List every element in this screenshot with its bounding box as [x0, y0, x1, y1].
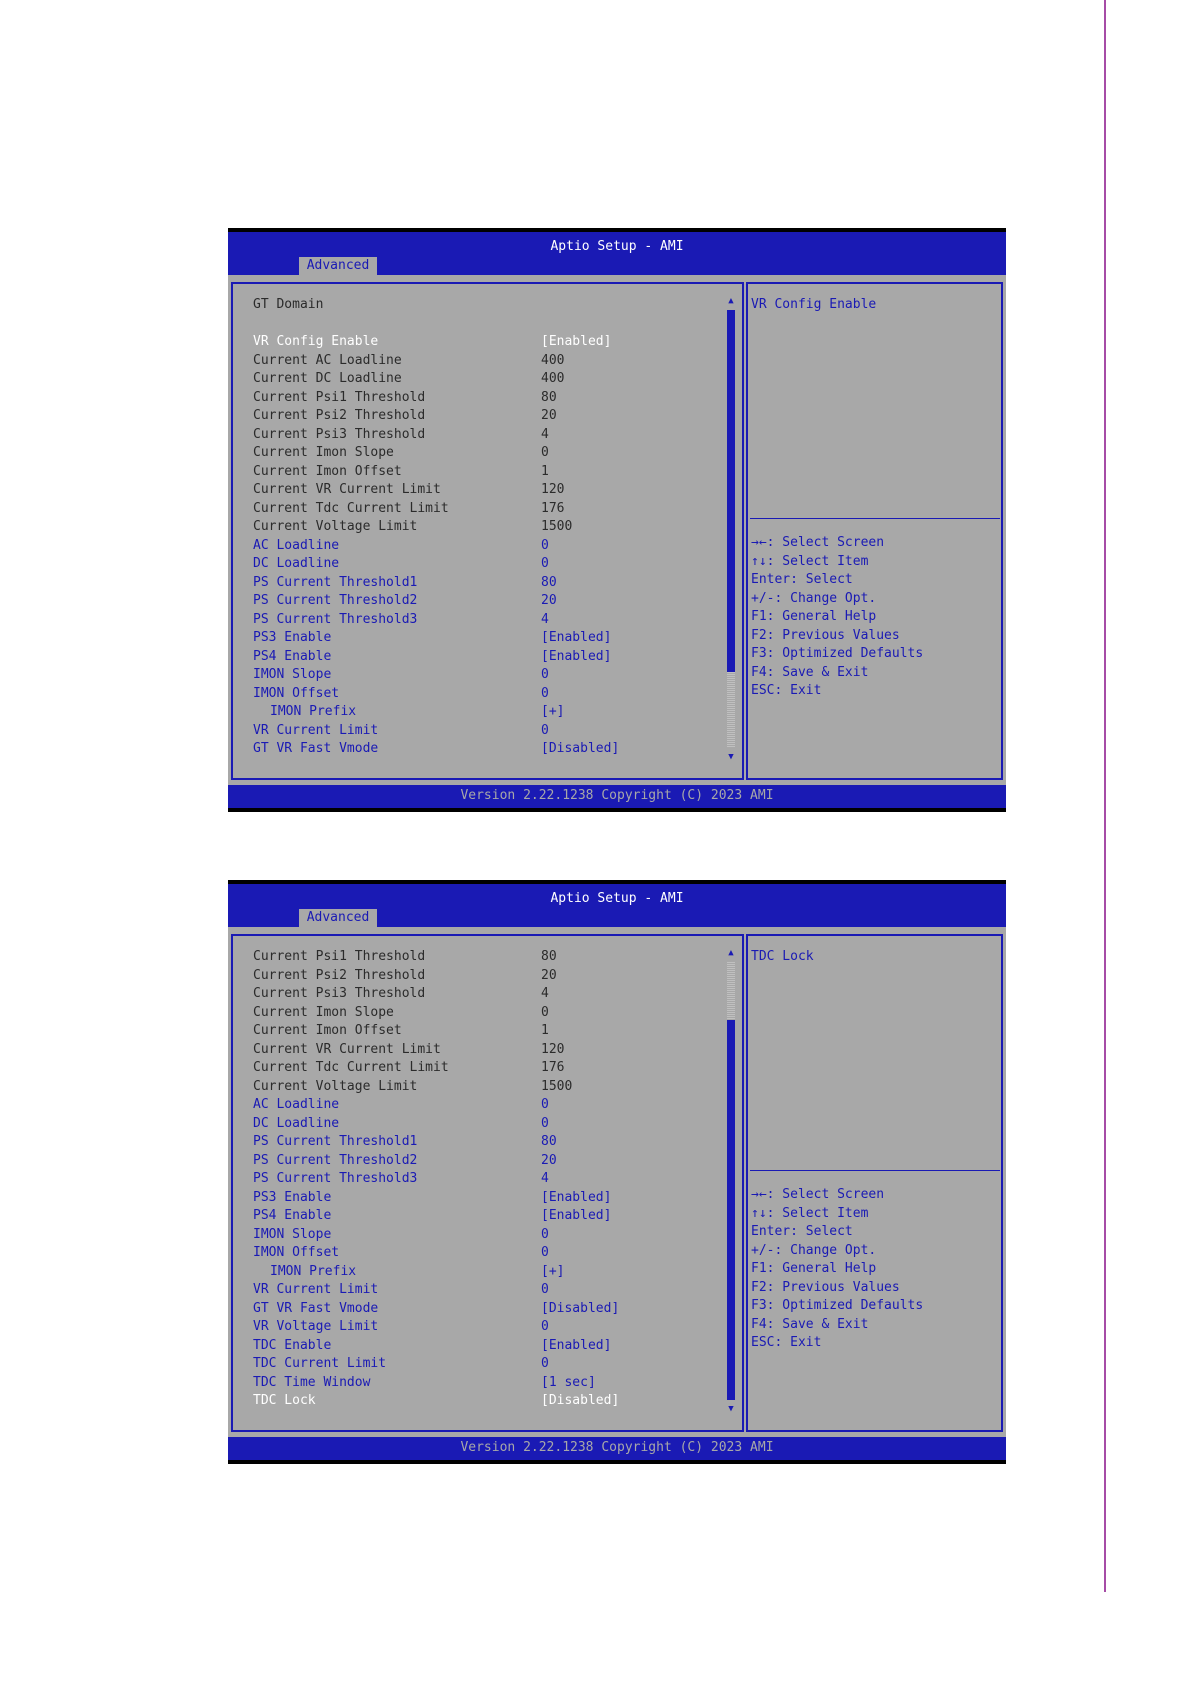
help-text: TDC Lock [751, 949, 814, 964]
setting-label: Current VR Current Limit [253, 1041, 441, 1057]
setting-label: GT Domain [253, 297, 324, 312]
setting-value[interactable]: 80 [541, 574, 557, 590]
setting-value: 1500 [541, 519, 573, 534]
setting-label: PS3 Enable [253, 1189, 332, 1205]
setting-value[interactable]: [Enabled] [541, 1337, 612, 1353]
bios-screen-1 [228, 228, 1006, 812]
key-hint: F2: Previous Values [751, 627, 900, 643]
setting-row[interactable] [253, 722, 723, 741]
setting-row[interactable] [253, 1318, 723, 1337]
setting-value[interactable]: 0 [541, 1115, 549, 1131]
help-divider [750, 1170, 1000, 1171]
scroll-down-icon[interactable]: ▼ [728, 752, 734, 762]
setting-row[interactable] [253, 1152, 723, 1171]
key-hint: F4: Save & Exit [751, 664, 869, 680]
setting-value[interactable]: 0 [541, 1226, 549, 1242]
scroll-up-icon[interactable]: ▲ [728, 296, 734, 306]
setting-row[interactable] [253, 1392, 723, 1411]
setting-label: VR Current Limit [253, 722, 379, 738]
setting-row[interactable] [253, 1355, 723, 1374]
setting-label: VR Voltage Limit [253, 1319, 379, 1334]
setting-value[interactable]: [Enabled] [541, 648, 612, 664]
setting-value[interactable]: [+] [541, 1263, 565, 1279]
page-margin-rule [1104, 0, 1106, 1592]
setting-value[interactable]: 20 [541, 593, 557, 608]
setting-row[interactable] [253, 1170, 723, 1189]
setting-value[interactable]: [Enabled] [541, 1208, 612, 1223]
setting-row[interactable] [253, 1115, 723, 1134]
setting-value[interactable]: 0 [541, 1282, 549, 1297]
setting-value: 80 [541, 389, 557, 405]
setting-row [253, 1041, 723, 1060]
scrollbar[interactable] [727, 948, 735, 1414]
key-legend [751, 1186, 923, 1353]
key-hint: Enter: Select [751, 1224, 853, 1239]
main-area [228, 927, 1006, 1437]
setting-value: 120 [541, 482, 565, 497]
setting-label: TDC Lock [253, 1393, 316, 1408]
setting-value[interactable]: 0 [541, 1097, 549, 1112]
setting-value[interactable]: [+] [541, 704, 565, 719]
setting-value: 176 [541, 500, 565, 516]
setting-label: IMON Slope [253, 1226, 332, 1242]
setting-row[interactable] [253, 685, 723, 704]
help-panel [746, 934, 1003, 1432]
help-panel [746, 282, 1003, 780]
bios-screen-2 [228, 880, 1006, 1464]
setting-label: Current Tdc Current Limit [253, 500, 449, 516]
setting-value[interactable]: [Disabled] [541, 1393, 620, 1408]
settings-list [253, 296, 723, 759]
setting-label: GT VR Fast Vmode [253, 1300, 379, 1316]
setting-row [253, 463, 723, 482]
scroll-thumb[interactable] [727, 1020, 735, 1400]
setting-row [253, 389, 723, 408]
key-hint: ↑↓: Select Item [751, 553, 869, 569]
settings-panel [231, 282, 744, 780]
scroll-up-icon[interactable]: ▲ [728, 948, 734, 958]
key-hint: F2: Previous Values [751, 1279, 900, 1295]
key-hint: ESC: Exit [751, 1335, 822, 1350]
setting-label: Current DC Loadline [253, 371, 402, 386]
setting-label: Current Psi2 Threshold [253, 408, 426, 423]
setting-label: PS4 Enable [253, 648, 332, 664]
setting-label: VR Config Enable [253, 334, 379, 349]
setting-row [253, 407, 723, 426]
setting-value[interactable]: 0 [541, 1245, 549, 1260]
setting-row [253, 352, 723, 371]
setting-label: PS Current Threshold2 [253, 593, 418, 608]
setting-value[interactable]: 0 [541, 667, 549, 682]
setting-value[interactable]: [Enabled] [541, 1189, 612, 1205]
setting-row[interactable] [253, 740, 723, 759]
setting-row[interactable] [253, 1207, 723, 1226]
setting-label: IMON Prefix [270, 1263, 357, 1279]
footer-bar [228, 785, 1006, 808]
setting-label: IMON Offset [253, 685, 340, 701]
setting-label: PS Current Threshold3 [253, 611, 418, 627]
footer-bar [228, 1437, 1006, 1460]
key-hint: F3: Optimized Defaults [751, 1298, 924, 1313]
scrollbar[interactable] [727, 296, 735, 762]
setting-value[interactable]: 0 [541, 1319, 549, 1334]
key-hint: ESC: Exit [751, 683, 822, 698]
setting-label: Current Psi3 Threshold [253, 426, 426, 442]
setting-label: DC Loadline [253, 556, 340, 571]
setting-row[interactable] [253, 1096, 723, 1115]
setting-value[interactable]: 4 [541, 1171, 549, 1186]
setting-label: PS Current Threshold1 [253, 1134, 418, 1149]
setting-row [253, 1004, 723, 1023]
setting-value[interactable]: [Enabled] [541, 334, 612, 349]
setting-row [253, 296, 723, 315]
setting-row [253, 1022, 723, 1041]
setting-label: Current Psi3 Threshold [253, 986, 426, 1001]
setting-label: Current Voltage Limit [253, 519, 418, 534]
key-hint: F1: General Help [751, 609, 877, 624]
setting-label: TDC Time Window [253, 1374, 371, 1390]
title-bar [228, 232, 1006, 275]
settings-list [253, 948, 723, 1411]
setting-row[interactable] [253, 592, 723, 611]
setting-row[interactable] [253, 1244, 723, 1263]
setting-value: 1 [541, 1023, 549, 1038]
version-text: Version 2.22.1238 Copyright (C) 2023 AMI [460, 1440, 774, 1455]
setting-label: Current Psi1 Threshold [253, 949, 426, 964]
setting-value: 400 [541, 352, 565, 368]
setting-label: PS Current Threshold1 [253, 574, 418, 590]
setting-value: 80 [541, 949, 557, 964]
setting-label: DC Loadline [253, 1115, 340, 1131]
setting-value[interactable]: 0 [541, 556, 549, 571]
setting-value[interactable]: [1 sec] [541, 1374, 596, 1390]
setting-row[interactable] [253, 611, 723, 630]
setting-row[interactable] [253, 1374, 723, 1393]
help-divider [750, 518, 1000, 519]
setting-row[interactable] [253, 1226, 723, 1245]
setting-value: 4 [541, 986, 549, 1001]
settings-panel [231, 934, 744, 1432]
setting-row[interactable] [253, 1263, 723, 1282]
setting-row[interactable] [253, 333, 723, 352]
setting-value: 176 [541, 1060, 565, 1075]
setting-label: Current Imon Slope [253, 445, 394, 460]
setting-label: Current Psi2 Threshold [253, 967, 426, 983]
key-hint: →←: Select Screen [751, 535, 885, 550]
setting-label: TDC Current Limit [253, 1356, 387, 1371]
setting-label: IMON Prefix [270, 704, 357, 719]
main-area [228, 275, 1006, 785]
app-title: Aptio Setup - AMI [550, 239, 684, 254]
setting-value: 0 [541, 1004, 549, 1020]
key-hint: +/-: Change Opt. [751, 1242, 877, 1258]
setting-label: Current VR Current Limit [253, 482, 441, 497]
setting-label: Current Imon Offset [253, 463, 402, 479]
setting-value[interactable]: 0 [541, 722, 549, 738]
key-legend [751, 534, 923, 701]
version-text: Version 2.22.1238 Copyright (C) 2023 AMI [460, 788, 774, 803]
setting-value: 0 [541, 445, 549, 460]
help-text: VR Config Enable [751, 297, 877, 312]
key-hint: →←: Select Screen [751, 1187, 885, 1202]
setting-label: GT VR Fast Vmode [253, 741, 379, 756]
setting-label: Current Voltage Limit [253, 1078, 418, 1094]
key-hint: F4: Save & Exit [751, 1316, 869, 1332]
tab-advanced[interactable]: Advanced [299, 257, 377, 275]
setting-row [253, 426, 723, 445]
scroll-thumb[interactable] [727, 310, 735, 672]
setting-row[interactable] [253, 537, 723, 556]
scroll-rail[interactable] [727, 310, 735, 748]
setting-label: PS3 Enable [253, 630, 332, 645]
setting-row [253, 481, 723, 500]
setting-value[interactable]: 4 [541, 611, 549, 627]
setting-row [253, 1078, 723, 1097]
scroll-rail[interactable] [727, 962, 735, 1400]
setting-label: IMON Slope [253, 667, 332, 682]
setting-row[interactable] [253, 648, 723, 667]
setting-label: Current AC Loadline [253, 352, 402, 368]
setting-label: Current Tdc Current Limit [253, 1060, 449, 1075]
key-hint: ↑↓: Select Item [751, 1205, 869, 1221]
setting-label: AC Loadline [253, 537, 340, 553]
setting-row [253, 985, 723, 1004]
setting-row[interactable] [253, 629, 723, 648]
setting-label: AC Loadline [253, 1097, 340, 1112]
setting-value: 1500 [541, 1078, 573, 1094]
setting-value: 1 [541, 463, 549, 479]
key-hint: F3: Optimized Defaults [751, 646, 924, 661]
setting-label: PS Current Threshold2 [253, 1152, 418, 1168]
key-hint: Enter: Select [751, 572, 853, 587]
setting-row [253, 444, 723, 463]
setting-value[interactable]: 0 [541, 1356, 549, 1371]
setting-row[interactable] [253, 1133, 723, 1152]
setting-value: 4 [541, 426, 549, 442]
setting-label: Current Psi1 Threshold [253, 389, 426, 405]
setting-row [253, 500, 723, 519]
setting-value[interactable]: 0 [541, 685, 549, 701]
setting-value[interactable]: 20 [541, 1152, 557, 1168]
key-hint: +/-: Change Opt. [751, 590, 877, 606]
setting-value[interactable]: 80 [541, 1134, 557, 1149]
setting-row[interactable] [253, 1300, 723, 1319]
setting-label: PS4 Enable [253, 1208, 332, 1223]
setting-value: 20 [541, 967, 557, 983]
setting-row[interactable] [253, 574, 723, 593]
app-title: Aptio Setup - AMI [550, 891, 684, 906]
setting-row [253, 967, 723, 986]
key-hint: F1: General Help [751, 1261, 877, 1276]
setting-row [253, 370, 723, 389]
setting-row [253, 315, 723, 334]
setting-row [253, 518, 723, 537]
setting-row[interactable] [253, 1189, 723, 1208]
title-bar [228, 884, 1006, 927]
scroll-down-icon[interactable]: ▼ [728, 1404, 734, 1414]
setting-value[interactable]: [Enabled] [541, 630, 612, 645]
setting-label: TDC Enable [253, 1337, 332, 1353]
setting-value: 20 [541, 408, 557, 423]
setting-value: 120 [541, 1041, 565, 1057]
setting-row [253, 948, 723, 967]
setting-row[interactable] [253, 1281, 723, 1300]
setting-label: VR Current Limit [253, 1282, 379, 1297]
setting-label: Current Imon Slope [253, 1004, 394, 1020]
setting-row [253, 1059, 723, 1078]
setting-label: IMON Offset [253, 1245, 340, 1260]
setting-value[interactable]: [Disabled] [541, 1300, 620, 1316]
setting-row[interactable] [253, 666, 723, 685]
setting-row[interactable] [253, 703, 723, 722]
setting-row[interactable] [253, 1337, 723, 1356]
setting-value[interactable]: [Disabled] [541, 741, 620, 756]
tab-advanced[interactable]: Advanced [299, 909, 377, 927]
setting-label: Current Imon Offset [253, 1023, 402, 1038]
setting-value[interactable]: 0 [541, 537, 549, 553]
setting-value: 400 [541, 371, 565, 386]
setting-label: PS Current Threshold3 [253, 1171, 418, 1186]
setting-row[interactable] [253, 555, 723, 574]
